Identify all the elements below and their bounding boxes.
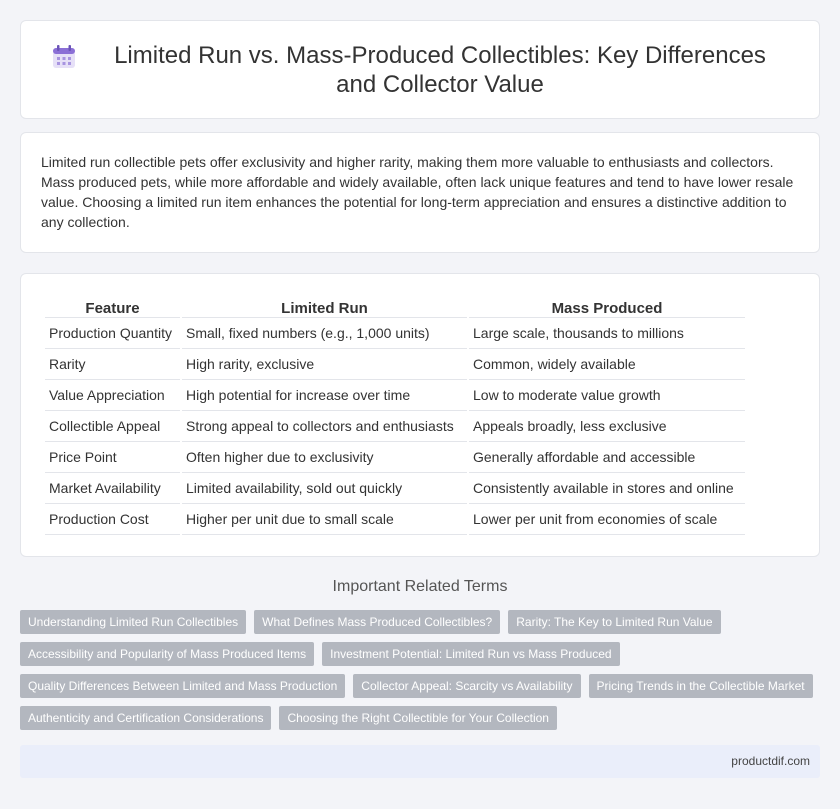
table-cell: Collectible Appeal [45, 411, 180, 442]
table-cell: High rarity, exclusive [182, 349, 467, 380]
table-row [45, 473, 745, 504]
related-terms-tags [20, 610, 820, 738]
related-term-tag[interactable]: Authenticity and Certification Considerations [20, 706, 271, 730]
table-cell: High potential for increase over time [182, 380, 467, 411]
calendar-icon [51, 44, 77, 70]
table-cell: Limited availability, sold out quickly [182, 473, 467, 504]
table-cell: Price Point [45, 442, 180, 473]
table-cell: Common, widely available [469, 349, 745, 380]
column-header-mass-produced: Mass Produced [469, 296, 745, 318]
page-title: Limited Run vs. Mass-Produced Collectibles: Key Differences and Collector Value [114, 41, 766, 98]
table-cell: Value Appreciation [45, 380, 180, 411]
related-term-tag[interactable]: Pricing Trends in the Collectible Market [589, 674, 813, 698]
table-cell: Rarity [45, 349, 180, 380]
related-term-tag[interactable]: What Defines Mass Produced Collectibles? [254, 610, 500, 634]
related-term-tag[interactable]: Collector Appeal: Scarcity vs Availability [353, 674, 580, 698]
table-row [45, 504, 745, 535]
summary-card [20, 132, 820, 253]
tag-row [20, 706, 820, 730]
table-cell: Small, fixed numbers (e.g., 1,000 units) [182, 318, 467, 349]
related-term-tag[interactable]: Rarity: The Key to Limited Run Value [508, 610, 720, 634]
summary-text: Limited run collectible pets offer exclusivity and higher rarity, making them more valuable to enthusiasts and collectors. Mass produced pets, while more affordable and widely available, often lack unique features and tend to have lower resale value. Choosing a limited run item enhances the potential for long-term appreciation and ensures a distinctive addition to any collection. [41, 154, 794, 230]
table-header-row [45, 296, 745, 318]
table-row [45, 318, 745, 349]
related-terms-title: Important Related Terms [332, 578, 508, 595]
table-row [45, 442, 745, 473]
related-term-tag[interactable]: Understanding Limited Run Collectibles [20, 610, 246, 634]
table-cell: Strong appeal to collectors and enthusiasts [182, 411, 467, 442]
table-cell: Lower per unit from economies of scale [469, 504, 745, 535]
tag-row [20, 642, 820, 666]
tag-row [20, 610, 820, 634]
table-cell: Consistently available in stores and online [469, 473, 745, 504]
header-card [20, 20, 820, 119]
table-cell: Large scale, thousands to millions [469, 318, 745, 349]
related-term-tag[interactable]: Choosing the Right Collectible for Your Collection [279, 706, 557, 730]
related-term-tag[interactable]: Quality Differences Between Limited and Mass Production [20, 674, 345, 698]
table-cell: Appeals broadly, less exclusive [469, 411, 745, 442]
table-row [45, 380, 745, 411]
column-header-limited-run: Limited Run [182, 296, 467, 318]
table-row [45, 349, 745, 380]
comparison-table [43, 296, 747, 535]
footer-bar [20, 745, 820, 778]
comparison-table-card [20, 273, 820, 557]
table-cell: Higher per unit due to small scale [182, 504, 467, 535]
table-cell: Market Availability [45, 473, 180, 504]
table-cell: Generally affordable and accessible [469, 442, 745, 473]
table-cell: Often higher due to exclusivity [182, 442, 467, 473]
related-term-tag[interactable]: Accessibility and Popularity of Mass Produced Items [20, 642, 314, 666]
related-term-tag[interactable]: Investment Potential: Limited Run vs Mass Produced [322, 642, 619, 666]
table-cell: Low to moderate value growth [469, 380, 745, 411]
tag-row [20, 674, 820, 698]
table-cell: Production Quantity [45, 318, 180, 349]
table-row [45, 411, 745, 442]
footer-site-link[interactable]: productdif.com [731, 754, 810, 768]
table-cell: Production Cost [45, 504, 180, 535]
column-header-feature: Feature [45, 296, 180, 318]
